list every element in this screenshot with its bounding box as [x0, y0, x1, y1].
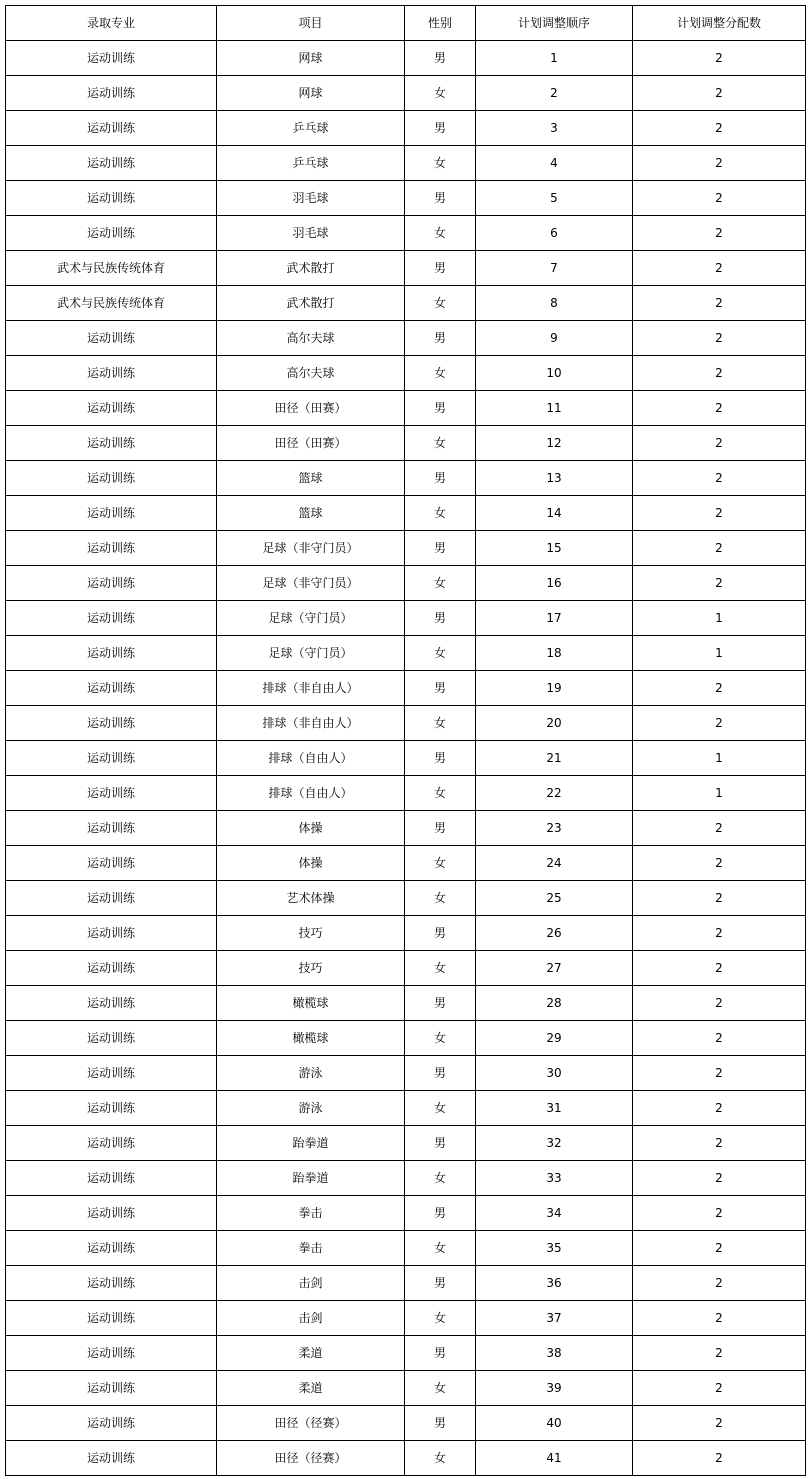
cell-gender: 男	[405, 916, 476, 951]
cell-adjust-count: 2	[633, 951, 806, 986]
cell-adjust-count: 2	[633, 1441, 806, 1476]
cell-adjust-count: 2	[633, 986, 806, 1021]
cell-adjust-order: 2	[476, 76, 633, 111]
cell-adjust-count: 2	[633, 531, 806, 566]
cell-major: 武术与民族传统体育	[6, 251, 217, 286]
cell-adjust-order: 22	[476, 776, 633, 811]
table-row	[6, 986, 806, 1021]
cell-adjust-count: 2	[633, 811, 806, 846]
table-row	[6, 741, 806, 776]
cell-item: 篮球	[217, 461, 405, 496]
cell-major: 运动训练	[6, 1126, 217, 1161]
cell-major: 运动训练	[6, 846, 217, 881]
cell-gender: 女	[405, 1441, 476, 1476]
cell-adjust-order: 24	[476, 846, 633, 881]
table-row	[6, 391, 806, 426]
table-row	[6, 1231, 806, 1266]
cell-adjust-count: 2	[633, 146, 806, 181]
header-adjust-count: 计划调整分配数	[633, 6, 806, 41]
cell-item: 乒乓球	[217, 146, 405, 181]
table-row	[6, 671, 806, 706]
cell-item: 技巧	[217, 916, 405, 951]
cell-adjust-order: 40	[476, 1406, 633, 1441]
cell-gender: 女	[405, 76, 476, 111]
cell-adjust-order: 15	[476, 531, 633, 566]
cell-major: 运动训练	[6, 566, 217, 601]
cell-major: 运动训练	[6, 1196, 217, 1231]
cell-gender: 女	[405, 1231, 476, 1266]
cell-adjust-order: 28	[476, 986, 633, 1021]
cell-gender: 男	[405, 1266, 476, 1301]
table-row	[6, 636, 806, 671]
cell-adjust-order: 21	[476, 741, 633, 776]
cell-item: 技巧	[217, 951, 405, 986]
cell-adjust-order: 33	[476, 1161, 633, 1196]
cell-item: 橄榄球	[217, 986, 405, 1021]
cell-major: 运动训练	[6, 1021, 217, 1056]
table-row	[6, 951, 806, 986]
table-row	[6, 881, 806, 916]
cell-gender: 男	[405, 671, 476, 706]
cell-major: 运动训练	[6, 1056, 217, 1091]
cell-item: 排球（自由人）	[217, 741, 405, 776]
cell-adjust-count: 2	[633, 321, 806, 356]
cell-item: 跆拳道	[217, 1161, 405, 1196]
cell-adjust-order: 34	[476, 1196, 633, 1231]
table-row	[6, 111, 806, 146]
cell-major: 运动训练	[6, 76, 217, 111]
cell-item: 体操	[217, 811, 405, 846]
cell-item: 排球（非自由人）	[217, 671, 405, 706]
cell-item: 柔道	[217, 1336, 405, 1371]
cell-adjust-order: 38	[476, 1336, 633, 1371]
cell-item: 网球	[217, 41, 405, 76]
header-major: 录取专业	[6, 6, 217, 41]
table-row	[6, 146, 806, 181]
cell-major: 运动训练	[6, 426, 217, 461]
cell-major: 运动训练	[6, 881, 217, 916]
cell-adjust-count: 1	[633, 741, 806, 776]
cell-item: 足球（守门员）	[217, 601, 405, 636]
cell-major: 运动训练	[6, 391, 217, 426]
cell-item: 足球（守门员）	[217, 636, 405, 671]
table-row	[6, 1126, 806, 1161]
cell-item: 羽毛球	[217, 181, 405, 216]
cell-gender: 女	[405, 951, 476, 986]
cell-adjust-count: 2	[633, 1301, 806, 1336]
cell-major: 运动训练	[6, 1161, 217, 1196]
cell-adjust-order: 23	[476, 811, 633, 846]
cell-adjust-order: 41	[476, 1441, 633, 1476]
cell-adjust-count: 2	[633, 1126, 806, 1161]
cell-adjust-count: 2	[633, 111, 806, 146]
table-row	[6, 76, 806, 111]
header-adjust-order: 计划调整顺序	[476, 6, 633, 41]
table-row	[6, 461, 806, 496]
table-row	[6, 1196, 806, 1231]
cell-major: 运动训练	[6, 41, 217, 76]
cell-adjust-count: 1	[633, 776, 806, 811]
cell-gender: 男	[405, 41, 476, 76]
cell-adjust-order: 19	[476, 671, 633, 706]
cell-gender: 女	[405, 706, 476, 741]
cell-item: 击剑	[217, 1301, 405, 1336]
cell-adjust-count: 2	[633, 916, 806, 951]
cell-major: 运动训练	[6, 531, 217, 566]
cell-adjust-order: 35	[476, 1231, 633, 1266]
cell-adjust-order: 12	[476, 426, 633, 461]
header-row	[6, 6, 806, 41]
cell-major: 运动训练	[6, 111, 217, 146]
cell-gender: 男	[405, 111, 476, 146]
cell-adjust-order: 7	[476, 251, 633, 286]
cell-gender: 女	[405, 1161, 476, 1196]
cell-adjust-count: 2	[633, 1371, 806, 1406]
cell-gender: 男	[405, 461, 476, 496]
cell-item: 体操	[217, 846, 405, 881]
cell-gender: 女	[405, 846, 476, 881]
cell-adjust-order: 6	[476, 216, 633, 251]
table-row	[6, 916, 806, 951]
cell-gender: 男	[405, 811, 476, 846]
cell-adjust-count: 2	[633, 391, 806, 426]
cell-adjust-count: 2	[633, 426, 806, 461]
cell-adjust-count: 2	[633, 76, 806, 111]
cell-major: 运动训练	[6, 1301, 217, 1336]
cell-major: 运动训练	[6, 356, 217, 391]
cell-item: 排球（自由人）	[217, 776, 405, 811]
cell-gender: 男	[405, 741, 476, 776]
table-row	[6, 321, 806, 356]
cell-adjust-order: 32	[476, 1126, 633, 1161]
cell-item: 武术散打	[217, 251, 405, 286]
cell-gender: 男	[405, 321, 476, 356]
cell-adjust-count: 2	[633, 1231, 806, 1266]
cell-adjust-order: 26	[476, 916, 633, 951]
cell-item: 足球（非守门员）	[217, 531, 405, 566]
cell-gender: 女	[405, 496, 476, 531]
cell-adjust-count: 2	[633, 286, 806, 321]
cell-gender: 男	[405, 1126, 476, 1161]
cell-adjust-count: 2	[633, 881, 806, 916]
table-body	[6, 41, 806, 1476]
cell-item: 拳击	[217, 1196, 405, 1231]
table-row	[6, 1091, 806, 1126]
cell-adjust-count: 2	[633, 1161, 806, 1196]
cell-adjust-order: 1	[476, 41, 633, 76]
cell-gender: 男	[405, 1196, 476, 1231]
table-row	[6, 41, 806, 76]
plan-adjustment-table	[5, 5, 806, 1476]
cell-adjust-count: 2	[633, 1406, 806, 1441]
cell-major: 运动训练	[6, 776, 217, 811]
cell-gender: 男	[405, 531, 476, 566]
cell-item: 艺术体操	[217, 881, 405, 916]
cell-adjust-order: 3	[476, 111, 633, 146]
cell-gender: 女	[405, 776, 476, 811]
cell-gender: 男	[405, 251, 476, 286]
cell-adjust-count: 2	[633, 671, 806, 706]
cell-adjust-order: 31	[476, 1091, 633, 1126]
cell-major: 运动训练	[6, 1371, 217, 1406]
cell-major: 运动训练	[6, 601, 217, 636]
cell-adjust-count: 2	[633, 41, 806, 76]
cell-gender: 男	[405, 391, 476, 426]
table-row	[6, 181, 806, 216]
cell-adjust-order: 17	[476, 601, 633, 636]
cell-gender: 男	[405, 181, 476, 216]
cell-item: 柔道	[217, 1371, 405, 1406]
table-row	[6, 286, 806, 321]
cell-item: 田径（田赛）	[217, 391, 405, 426]
cell-major: 运动训练	[6, 496, 217, 531]
table-row	[6, 706, 806, 741]
table-row	[6, 1266, 806, 1301]
cell-adjust-count: 2	[633, 1196, 806, 1231]
table-row	[6, 846, 806, 881]
cell-major: 运动训练	[6, 146, 217, 181]
cell-adjust-order: 27	[476, 951, 633, 986]
cell-item: 网球	[217, 76, 405, 111]
cell-item: 跆拳道	[217, 1126, 405, 1161]
cell-major: 运动训练	[6, 706, 217, 741]
cell-gender: 男	[405, 1336, 476, 1371]
cell-major: 运动训练	[6, 1336, 217, 1371]
cell-adjust-order: 25	[476, 881, 633, 916]
cell-gender: 男	[405, 986, 476, 1021]
cell-item: 高尔夫球	[217, 321, 405, 356]
cell-major: 运动训练	[6, 461, 217, 496]
cell-major: 运动训练	[6, 671, 217, 706]
table-row	[6, 426, 806, 461]
table-row	[6, 1301, 806, 1336]
cell-gender: 女	[405, 286, 476, 321]
cell-gender: 女	[405, 146, 476, 181]
cell-item: 乒乓球	[217, 111, 405, 146]
cell-major: 运动训练	[6, 181, 217, 216]
cell-adjust-order: 37	[476, 1301, 633, 1336]
cell-major: 运动训练	[6, 1231, 217, 1266]
cell-adjust-count: 2	[633, 706, 806, 741]
cell-adjust-count: 2	[633, 461, 806, 496]
cell-major: 运动训练	[6, 811, 217, 846]
cell-item: 足球（非守门员）	[217, 566, 405, 601]
cell-adjust-count: 2	[633, 251, 806, 286]
table-row	[6, 811, 806, 846]
cell-major: 武术与民族传统体育	[6, 286, 217, 321]
cell-adjust-order: 16	[476, 566, 633, 601]
table-row	[6, 1441, 806, 1476]
cell-gender: 女	[405, 566, 476, 601]
cell-adjust-count: 2	[633, 846, 806, 881]
table-row	[6, 251, 806, 286]
cell-item: 武术散打	[217, 286, 405, 321]
cell-major: 运动训练	[6, 636, 217, 671]
cell-adjust-order: 9	[476, 321, 633, 356]
cell-gender: 女	[405, 1021, 476, 1056]
cell-adjust-order: 30	[476, 1056, 633, 1091]
cell-gender: 女	[405, 881, 476, 916]
table-header	[6, 6, 806, 41]
cell-adjust-count: 2	[633, 1091, 806, 1126]
cell-major: 运动训练	[6, 1091, 217, 1126]
cell-adjust-count: 1	[633, 636, 806, 671]
cell-major: 运动训练	[6, 1406, 217, 1441]
cell-adjust-order: 10	[476, 356, 633, 391]
cell-gender: 女	[405, 1371, 476, 1406]
cell-item: 田径（田赛）	[217, 426, 405, 461]
table-row	[6, 601, 806, 636]
header-gender: 性别	[405, 6, 476, 41]
cell-item: 排球（非自由人）	[217, 706, 405, 741]
cell-gender: 男	[405, 601, 476, 636]
table-row	[6, 1021, 806, 1056]
cell-gender: 女	[405, 356, 476, 391]
cell-item: 游泳	[217, 1091, 405, 1126]
cell-adjust-order: 18	[476, 636, 633, 671]
cell-gender: 男	[405, 1406, 476, 1441]
table-row	[6, 1336, 806, 1371]
cell-item: 田径（径赛）	[217, 1406, 405, 1441]
cell-adjust-order: 11	[476, 391, 633, 426]
table-row	[6, 1056, 806, 1091]
cell-major: 运动训练	[6, 951, 217, 986]
table-row	[6, 356, 806, 391]
table-row	[6, 776, 806, 811]
table-row	[6, 1161, 806, 1196]
cell-item: 篮球	[217, 496, 405, 531]
cell-adjust-count: 1	[633, 601, 806, 636]
table-row	[6, 531, 806, 566]
cell-adjust-order: 5	[476, 181, 633, 216]
cell-adjust-order: 39	[476, 1371, 633, 1406]
cell-adjust-order: 13	[476, 461, 633, 496]
cell-item: 拳击	[217, 1231, 405, 1266]
table-row	[6, 1406, 806, 1441]
cell-adjust-count: 2	[633, 1266, 806, 1301]
cell-adjust-order: 20	[476, 706, 633, 741]
cell-item: 高尔夫球	[217, 356, 405, 391]
table-row	[6, 1371, 806, 1406]
cell-adjust-order: 36	[476, 1266, 633, 1301]
cell-major: 运动训练	[6, 741, 217, 776]
cell-gender: 女	[405, 426, 476, 461]
cell-adjust-count: 2	[633, 181, 806, 216]
cell-item: 击剑	[217, 1266, 405, 1301]
cell-item: 游泳	[217, 1056, 405, 1091]
cell-adjust-order: 4	[476, 146, 633, 181]
table-row	[6, 566, 806, 601]
cell-major: 运动训练	[6, 1441, 217, 1476]
cell-adjust-count: 2	[633, 566, 806, 601]
cell-major: 运动训练	[6, 986, 217, 1021]
cell-item: 橄榄球	[217, 1021, 405, 1056]
cell-item: 羽毛球	[217, 216, 405, 251]
table-row	[6, 496, 806, 531]
cell-gender: 女	[405, 636, 476, 671]
cell-adjust-count: 2	[633, 1056, 806, 1091]
header-item: 项目	[217, 6, 405, 41]
table-row	[6, 216, 806, 251]
cell-adjust-count: 2	[633, 1021, 806, 1056]
cell-adjust-count: 2	[633, 356, 806, 391]
cell-major: 运动训练	[6, 1266, 217, 1301]
cell-gender: 男	[405, 1056, 476, 1091]
cell-adjust-order: 14	[476, 496, 633, 531]
cell-gender: 女	[405, 1301, 476, 1336]
cell-adjust-order: 29	[476, 1021, 633, 1056]
cell-adjust-count: 2	[633, 1336, 806, 1371]
cell-gender: 女	[405, 216, 476, 251]
cell-major: 运动训练	[6, 216, 217, 251]
cell-adjust-count: 2	[633, 496, 806, 531]
cell-item: 田径（径赛）	[217, 1441, 405, 1476]
cell-major: 运动训练	[6, 916, 217, 951]
cell-major: 运动训练	[6, 321, 217, 356]
cell-adjust-order: 8	[476, 286, 633, 321]
cell-adjust-count: 2	[633, 216, 806, 251]
cell-gender: 女	[405, 1091, 476, 1126]
